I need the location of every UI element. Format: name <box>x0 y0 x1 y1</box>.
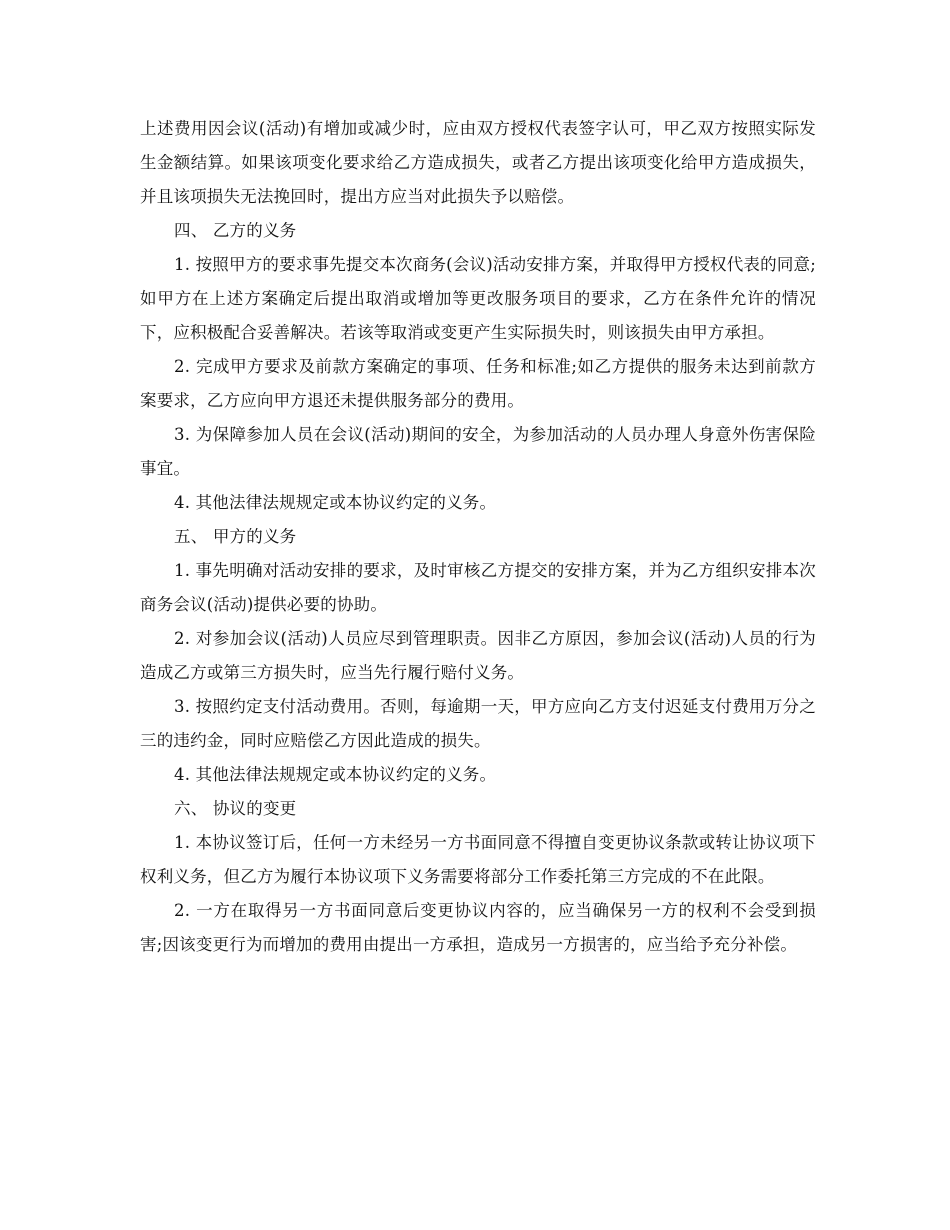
document-body <box>140 112 816 962</box>
clause-b-1: 1. 按照甲方的要求事先提交本次商务(会议)活动安排方案，并取得甲方授权代表的同意;如甲方在上述方案确定后提出取消或增加等更改服务项目的要求，乙方在条件允许的情况下，应积极配合妥善解决。若该等取消或变更产生实际损失时，则该损失由甲方承担。 <box>140 255 816 342</box>
clause-a-4: 4. 其他法律法规规定或本协议约定的义务。 <box>174 765 497 784</box>
clause-change-2: 2. 一方在取得另一方书面同意后变更协议内容的，应当确保另一方的权利不会受到损害;因该变更行为而增加的费用由提出一方承担，造成另一方损害的，应当给予充分补偿。 <box>140 901 816 954</box>
clause-b-2: 2. 完成甲方要求及前款方案确定的事项、任务和标准;如乙方提供的服务未达到前款方案要求，乙方应向甲方退还未提供服务部分的费用。 <box>140 357 816 410</box>
section-heading-agreement-changes: 六、 协议的变更 <box>174 799 297 818</box>
clause-a-2: 2. 对参加会议(活动)人员应尽到管理职责。因非乙方原因，参加会议(活动)人员的行为造成乙方或第三方损失时，应当先行履行赔付义务。 <box>140 629 816 682</box>
clause-b-3: 3. 为保障参加人员在会议(活动)期间的安全，为参加活动的人员办理人身意外伤害保险事宜。 <box>140 425 816 478</box>
clause-a-3: 3. 按照约定支付活动费用。否则，每逾期一天，甲方应向乙方支付迟延支付费用万分之三的违约金，同时应赔偿乙方因此造成的损失。 <box>140 697 816 750</box>
paragraph-cost-adjustment: 上述费用因会议(活动)有增加或减少时，应由双方授权代表签字认可，甲乙双方按照实际发生金额结算。如果该项变化要求给乙方造成损失，或者乙方提出该项变化给甲方造成损失，并且该项损失无法挽回时，提出方应当对此损失予以赔偿。 <box>140 119 816 206</box>
clause-b-4: 4. 其他法律法规规定或本协议约定的义务。 <box>174 493 497 512</box>
clause-a-1: 1. 事先明确对活动安排的要求，及时审核乙方提交的安排方案，并为乙方组织安排本次商务会议(活动)提供必要的协助。 <box>140 561 816 614</box>
clause-change-1: 1. 本协议签订后，任何一方未经另一方书面同意不得擅自变更协议条款或转让协议项下权利义务，但乙方为履行本协议项下义务需要将部分工作委托第三方完成的不在此限。 <box>140 833 816 886</box>
section-heading-party-b-obligations: 四、 乙方的义务 <box>174 221 297 240</box>
section-heading-party-a-obligations: 五、 甲方的义务 <box>174 527 297 546</box>
